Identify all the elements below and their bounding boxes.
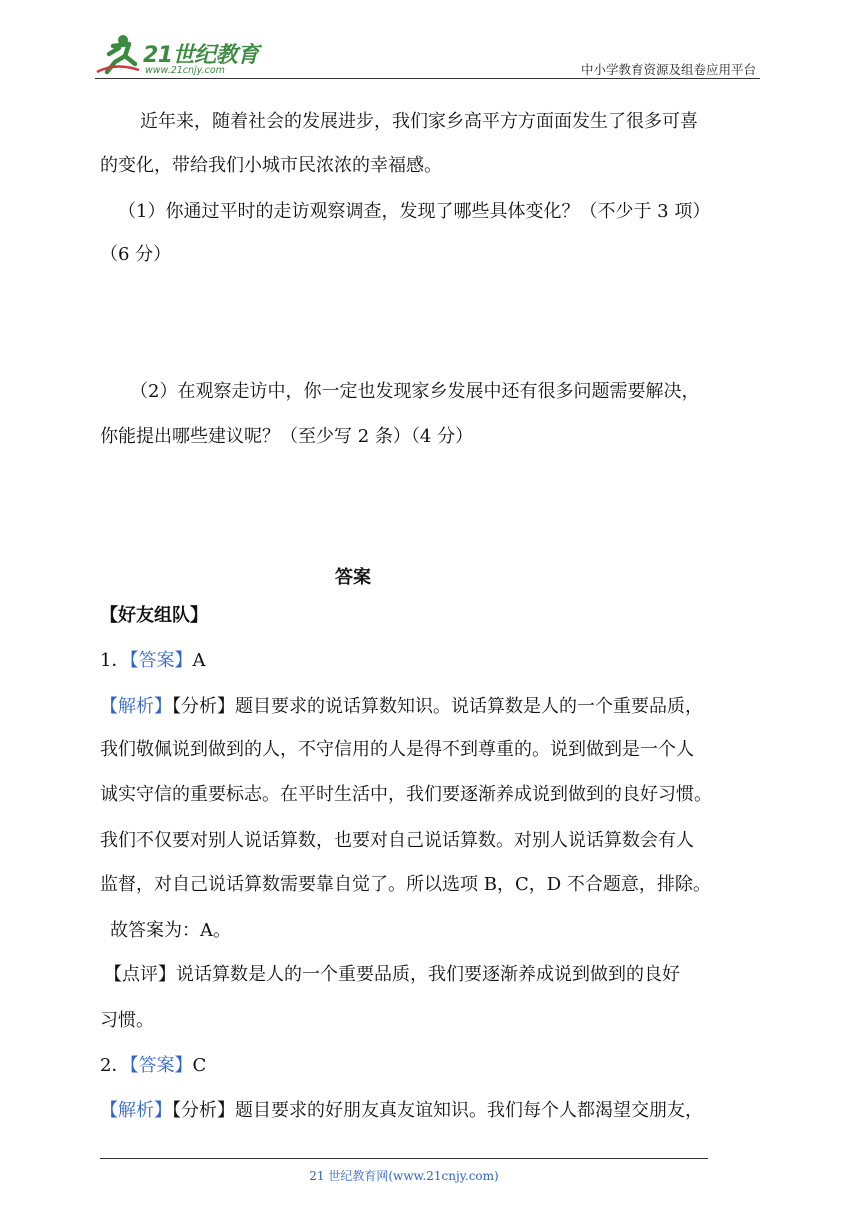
analysis-tag: 【解析】 — [100, 696, 172, 717]
comment-text: 习惯。 — [100, 1010, 154, 1031]
paragraph-line: 近年来，随着社会的发展进步，我们家乡高平方方面面发生了很多可喜 — [140, 111, 698, 132]
analysis-text: 题目要求的说话算数知识。说话算数是人的一个重要品质， — [235, 696, 703, 717]
section-heading: 【好友组队】 — [100, 605, 208, 626]
footer-divider — [100, 1158, 708, 1159]
analysis-text: 题目要求的好朋友真友谊知识。我们每个人都渴望交朋友， — [235, 1100, 703, 1121]
answer-tag: 【答案】 — [129, 650, 193, 671]
analysis-text: 监督，对自己说话算数需要靠自觉了。所以选项 B，C，D 不合题意，排除。 — [100, 874, 711, 895]
analysis-2-line — [100, 1102, 703, 1120]
question-2-line: （2）在观察走访中，你一定也发现家乡发展中还有很多问题需要解决， — [130, 381, 700, 402]
header-divider — [95, 78, 760, 79]
analysis-text: 我们不仅要对别人说话算数，也要对自己说话算数。对别人说话算数会有人 — [100, 830, 694, 851]
answer-number: 2． — [100, 1055, 130, 1076]
answer-2-line — [100, 1057, 206, 1075]
answer-1-line — [100, 652, 205, 670]
site-logo — [95, 32, 265, 76]
comment-1-line — [104, 966, 680, 984]
logo-text: 21世纪教育 — [143, 43, 259, 68]
analysis-sub-tag: 【分析】 — [172, 696, 235, 717]
answer-value: C — [192, 1055, 207, 1076]
question-1-line: （1）你通过平时的走访观察调查，发现了哪些具体变化？（不少于 3 项） — [118, 201, 711, 222]
answer-tag: 【答案】 — [129, 1055, 193, 1076]
analysis-text: 我们敬佩说到做到的人，不守信用的人是得不到尊重的。说到做到是一个人 — [100, 739, 694, 760]
comment-tag: 【点评】 — [104, 964, 176, 985]
platform-tagline: 中小学教育资源及组卷应用平台 — [580, 62, 756, 77]
answers-title: 答案 — [335, 567, 371, 588]
comment-text: 说话算数是人的一个重要品质，我们要逐渐养成说到做到的良好 — [176, 964, 680, 985]
analysis-tag: 【解析】 — [100, 1100, 172, 1121]
answer-number: 1． — [100, 650, 130, 671]
analysis-sub-tag: 【分析】 — [172, 1100, 235, 1121]
answer-value: A — [192, 650, 206, 671]
question-2-line: 你能提出哪些建议呢？（至少写 2 条）（4 分） — [100, 426, 474, 447]
analysis-text: 诚实守信的重要标志。在平时生活中，我们要逐渐养成说到做到的良好习惯。 — [100, 784, 712, 805]
page-header — [95, 28, 760, 80]
question-1-line: （6 分） — [100, 244, 172, 265]
analysis-conclusion: 故答案为：A。 — [110, 920, 231, 941]
paragraph-line: 的变化，带给我们小城市民浓浓的幸福感。 — [100, 155, 442, 176]
analysis-1-line — [100, 698, 703, 716]
logo-url: www.21cnjy.com — [145, 65, 225, 76]
runner-logo-icon — [95, 32, 147, 76]
footer-link[interactable]: 21 世纪教育网(www.21cnjy.com) — [309, 1169, 499, 1183]
